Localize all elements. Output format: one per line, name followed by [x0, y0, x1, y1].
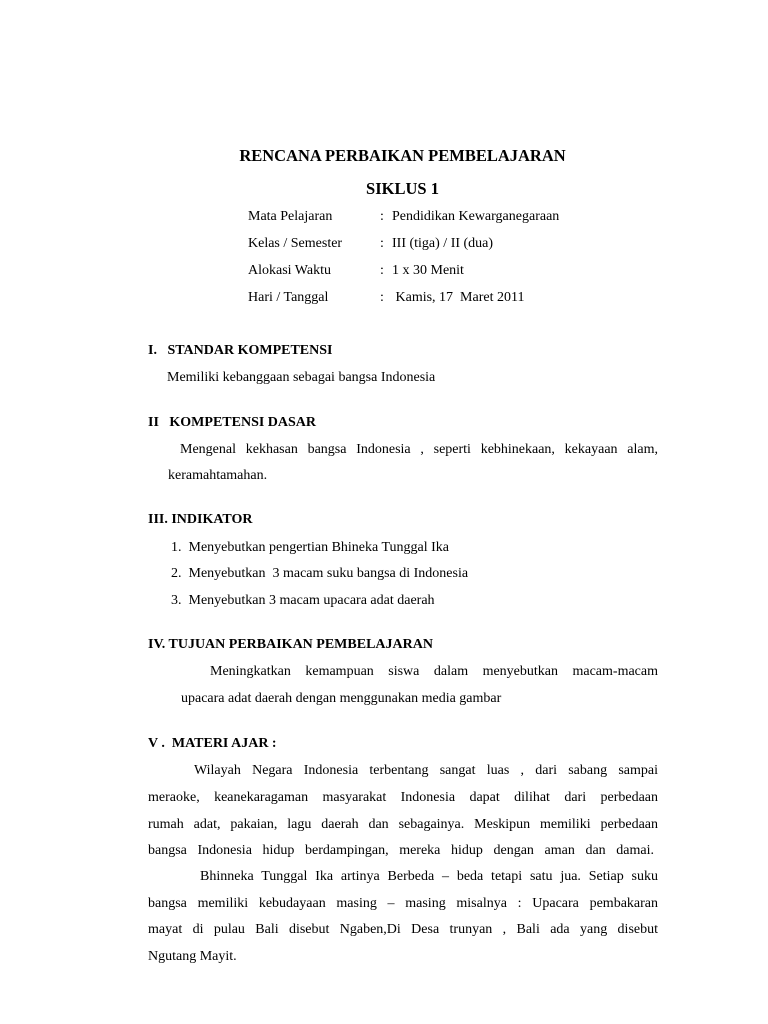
info-value: 1 x 30 Menit: [392, 263, 464, 278]
materi-line: rumah adat, pakaian, lagu daerah dan sebagainya. Meskipun memiliki perbedaan: [148, 817, 658, 832]
indikator-item: 2. Menyebutkan 3 macam suku bangsa di Indonesia: [171, 566, 469, 581]
info-label: Hari / Tanggal: [248, 290, 329, 305]
materi-line: Bhinneka Tunggal Ika artinya Berbeda – beda tetapi satu jua. Setiap suku: [200, 869, 658, 884]
info-colon: :: [380, 236, 384, 251]
kompetensi-dasar-line: Mengenal kekhasan bangsa Indonesia , seperti kebhinekaan, kekayaan alam,: [180, 442, 658, 457]
standar-kompetensi-text: Memiliki kebanggaan sebagai bangsa Indonesia: [167, 370, 436, 385]
info-colon: :: [380, 263, 384, 278]
info-colon: :: [380, 209, 384, 224]
info-label: Mata Pelajaran: [248, 209, 333, 224]
document-title: RENCANA PERBAIKAN PEMBELAJARAN: [239, 146, 566, 165]
info-colon: :: [380, 290, 384, 305]
materi-line: mayat di pulau Bali disebut Ngaben,Di Desa trunyan , Bali ada yang disebut: [148, 922, 658, 937]
document-subtitle: SIKLUS 1: [366, 179, 439, 198]
section-heading-kompetensi-dasar: II KOMPETENSI DASAR: [148, 415, 317, 430]
info-value: Kamis, 17 Maret 2011: [392, 290, 525, 305]
section-heading-indikator: III. INDIKATOR: [148, 512, 253, 527]
materi-line: Ngutang Mayit.: [148, 949, 237, 964]
indikator-item: 1. Menyebutkan pengertian Bhineka Tunggal Ika: [171, 540, 450, 555]
info-label: Alokasi Waktu: [248, 263, 331, 278]
section-heading-tujuan-perbaikan: IV. TUJUAN PERBAIKAN PEMBELAJARAN: [148, 637, 433, 652]
materi-line: bangsa memiliki kebudayaan masing – masing misalnya : Upacara pembakaran: [148, 896, 658, 911]
kompetensi-dasar-line: keramahtamahan.: [168, 468, 268, 483]
tujuan-line: upacara adat daerah dengan menggunakan media gambar: [181, 691, 502, 706]
materi-line: bangsa Indonesia hidup berdampingan, mereka hidup dengan aman dan damai.: [148, 843, 654, 858]
section-heading-standar-kompetensi: I. STANDAR KOMPETENSI: [148, 343, 333, 358]
section-heading-materi-ajar: V . MATERI AJAR :: [148, 736, 277, 751]
tujuan-line: Meningkatkan kemampuan siswa dalam menyebutkan macam-macam: [210, 664, 658, 679]
materi-line: meraoke, keanekaragaman masyarakat Indonesia dapat dilihat dari perbedaan: [148, 790, 658, 805]
materi-line: Wilayah Negara Indonesia terbentang sangat luas , dari sabang sampai: [194, 763, 658, 778]
info-value: Pendidikan Kewarganegaraan: [392, 209, 560, 224]
info-value: III (tiga) / II (dua): [392, 236, 494, 251]
info-label: Kelas / Semester: [248, 236, 343, 251]
indikator-item: 3. Menyebutkan 3 macam upacara adat daerah: [171, 593, 435, 608]
